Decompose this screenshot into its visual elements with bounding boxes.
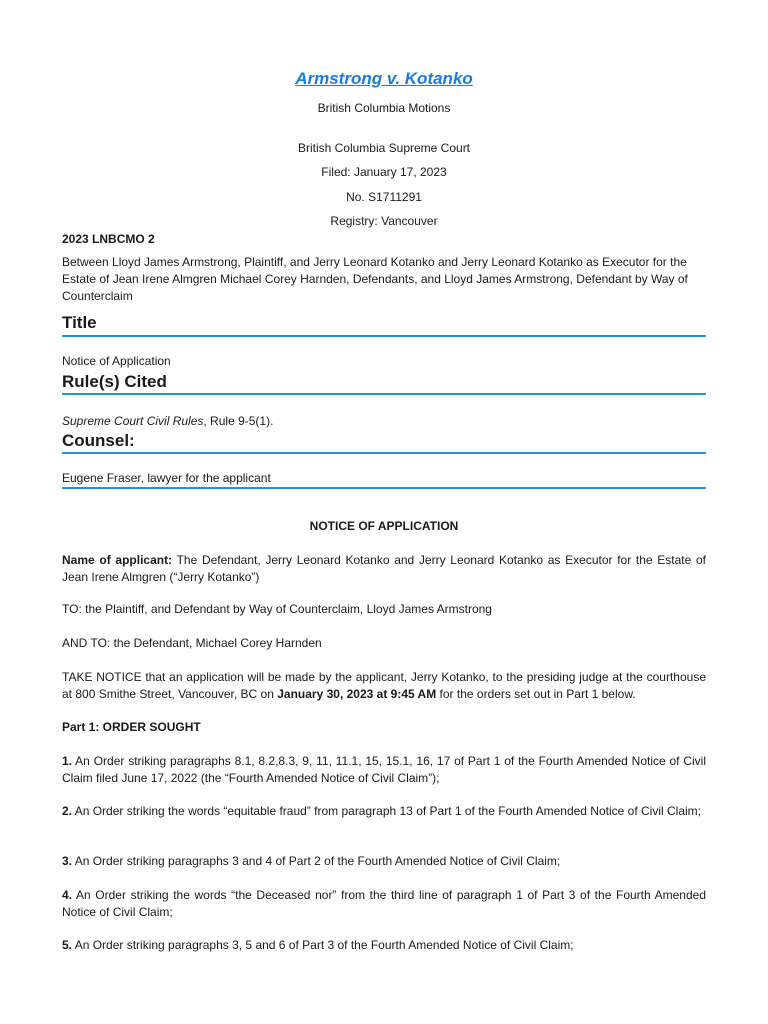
citation: 2023 LNBCMO 2 xyxy=(62,232,155,246)
registry: Registry: Vancouver xyxy=(330,214,438,228)
order-number: 1. xyxy=(62,754,73,768)
notice-heading: NOTICE OF APPLICATION xyxy=(309,519,459,533)
order-number: 5. xyxy=(62,938,73,952)
applicant-text: The Defendant, Jerry Leonard Kotanko and Jerry Leonard Kotanko as Executor for the Estate of Jean Irene Almgren (“Jerry Kotanko”) xyxy=(62,553,707,584)
filed-date: Filed: January 17, 2023 xyxy=(321,165,447,179)
order-number: 2. xyxy=(62,804,73,818)
rules-rest: , Rule 9-5(1). xyxy=(203,414,274,428)
hearing-date: January 30, 2023 at 9:45 AM xyxy=(277,687,437,701)
order-item xyxy=(62,803,706,820)
counsel-bottom-divider xyxy=(62,487,706,489)
order-number: 4. xyxy=(62,888,73,902)
take-notice-part1: TAKE NOTICE that an application will be made by the applicant, Jerry Kotanko, to the presiding judge at the courthouse at 800 Smithe Street, Vancouver, BC on xyxy=(62,670,706,701)
rules-divider xyxy=(62,393,706,395)
order-text: An Order striking paragraphs 3, 5 and 6 of Part 3 of the Fourth Amended Notice of Civil Claim; xyxy=(72,938,574,952)
counsel-value: Eugene Fraser, lawyer for the applicant xyxy=(62,471,271,485)
order-item xyxy=(62,937,706,954)
case-title-link[interactable]: Armstrong v. Kotanko xyxy=(295,69,473,88)
take-notice-paragraph xyxy=(62,669,706,703)
take-notice-part2: for the orders set out in Part 1 below. xyxy=(436,687,636,701)
title-divider xyxy=(62,335,706,337)
and-to-paragraph: AND TO: the Defendant, Michael Corey Harnden xyxy=(62,636,322,650)
order-item xyxy=(62,853,706,870)
rules-cited xyxy=(62,413,706,430)
order-number: 3. xyxy=(62,854,73,868)
docket-number: No. S1711291 xyxy=(346,190,422,204)
rules-italic: Supreme Court Civil Rules xyxy=(62,414,204,428)
counsel-divider xyxy=(62,452,706,454)
parties-text: Between Lloyd James Armstrong, Plaintiff, and Jerry Leonard Kotanko and Jerry Leonard Kotanko as Executor for the Estate of Jean Irene Almgren Michael Corey Harnden, Defendants, and Lloyd James Armstrong, Defendant by Way of Counterclaim xyxy=(62,255,688,303)
part1-heading: Part 1: ORDER SOUGHT xyxy=(62,720,201,734)
applicant-label: Name of applicant: xyxy=(62,553,173,567)
order-text: An Order striking paragraphs 8.1, 8.2,8.3, 9, 11, 11.1, 15, 15.1, 16, 17 of Part 1 of the Fourth Amended Notice of Civil Claim filed June 17, 2022 (the “Fourth Amended Notice of Civil Claim”); xyxy=(62,754,706,785)
order-item xyxy=(62,887,706,921)
series-name: British Columbia Motions xyxy=(317,101,451,115)
title-heading: Title xyxy=(62,313,97,332)
to-paragraph: TO: the Plaintiff, and Defendant by Way of Counterclaim, Lloyd James Armstrong xyxy=(62,602,492,616)
order-item xyxy=(62,753,706,787)
order-text: An Order striking the words “the Deceased nor” from the third line of paragraph 1 of Part 3 of the Fourth Amended Notice of Civil Claim; xyxy=(62,888,706,919)
rules-heading: Rule(s) Cited xyxy=(62,372,167,391)
order-text: An Order striking the words “equitable fraud” from paragraph 13 of Part 1 of the Fourth Amended Notice of Civil Claim; xyxy=(72,804,701,818)
title-value: Notice of Application xyxy=(62,354,171,368)
counsel-heading: Counsel: xyxy=(62,431,135,450)
order-text: An Order striking paragraphs 3 and 4 of Part 2 of the Fourth Amended Notice of Civil Claim; xyxy=(72,854,561,868)
applicant-paragraph xyxy=(62,552,706,586)
court-name: British Columbia Supreme Court xyxy=(297,141,471,155)
